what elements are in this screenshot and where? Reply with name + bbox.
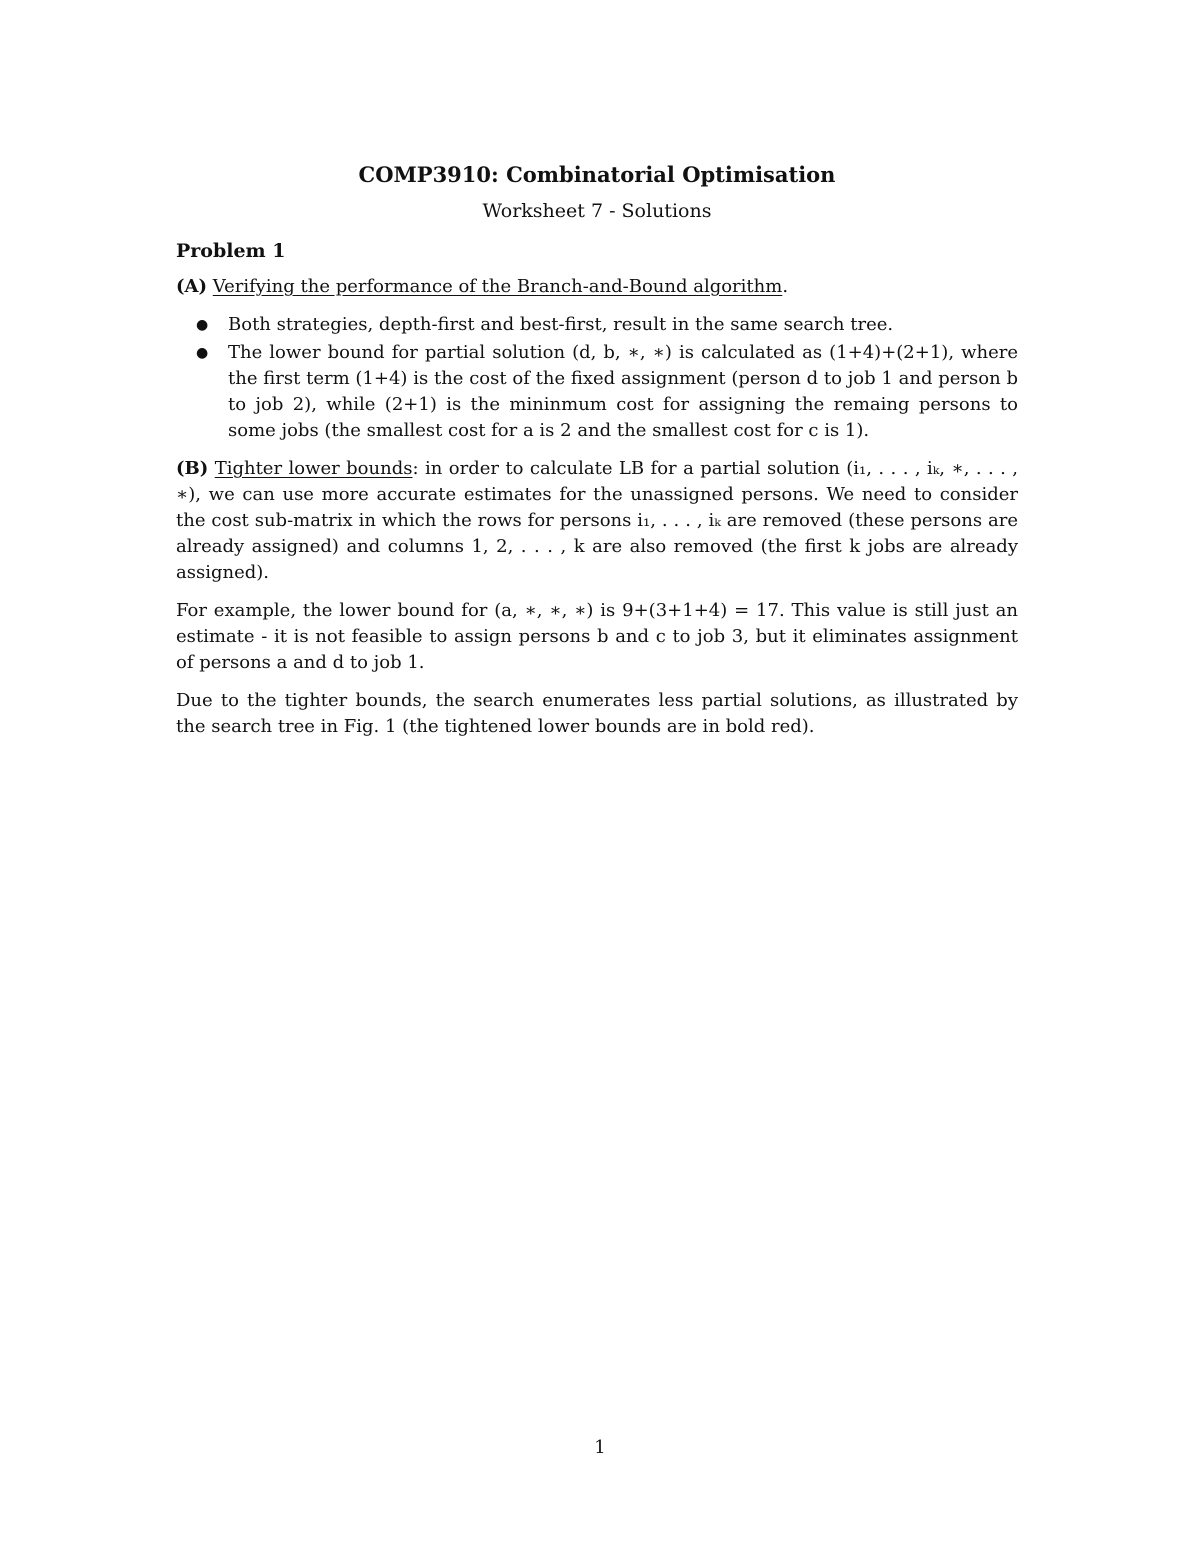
part-b-paragraph <box>176 456 1018 586</box>
problem-heading: Problem 1 <box>176 240 286 262</box>
document-page <box>176 160 1018 740</box>
example-paragraph: For example, the lower bound for (a, ∗, ∗, ∗) is 9+(3+1+4) = 17. This value is still just an estimate - it is not feasible to assign persons b and c to job 3, but it eliminates assignment of persons a and d to job 1. <box>176 600 1018 673</box>
conclusion-paragraph: Due to the tighter bounds, the search enumerates less partial solutions, as illustrated by the search tree in Fig. 1 (the tightened lower bounds are in bold red). <box>176 690 1018 737</box>
part-a-label: (A) <box>176 276 207 297</box>
part-a-heading: (A) Verifying the performance of the Branch-and-Bound algorithm. <box>176 276 789 297</box>
page-number: 1 <box>594 1437 606 1458</box>
bullet-text: Both strategies, depth-first and best-first, result in the same search tree. <box>228 314 894 335</box>
part-a-title: Verifying the performance of the Branch-and-Bound algorithm <box>212 276 783 297</box>
bullet-text: The lower bound for partial solution (d, b, ∗, ∗) is calculated as (1+4)+(2+1), where the first term (1+4) is the cost of the fixed assignment (person d to job 1 and person b to job 2), while (2+1) is the mininmum cost for assigning the remaing persons to some jobs (the smallest cost for a is 2 and the smallest cost for c is 1). <box>228 342 1018 441</box>
list-item <box>196 340 1018 444</box>
document-title: COMP3910: Combinatorial Optimisation <box>358 162 836 187</box>
part-b-text: : in order to calculate LB for a partial solution (i₁, . . . , iₖ, ∗, . . . , ∗), we can use more accurate estimates for the unassigned persons. We need to consider the cost sub-matrix in which the rows for persons i₁, . . . , iₖ are removed (these persons are already assigned) and columns 1, 2, . . . , k are also removed (the first k jobs are already assigned). <box>176 458 1019 583</box>
bullet-dot-icon: ● <box>196 317 209 333</box>
document-subtitle: Worksheet 7 - Solutions <box>482 200 712 222</box>
part-b-title: Tighter lower bounds <box>214 458 413 479</box>
bullet-dot-icon: ● <box>196 345 209 361</box>
part-a-bullet-list <box>176 312 1018 444</box>
list-item <box>196 312 1018 338</box>
part-b-label: (B) <box>176 458 209 479</box>
